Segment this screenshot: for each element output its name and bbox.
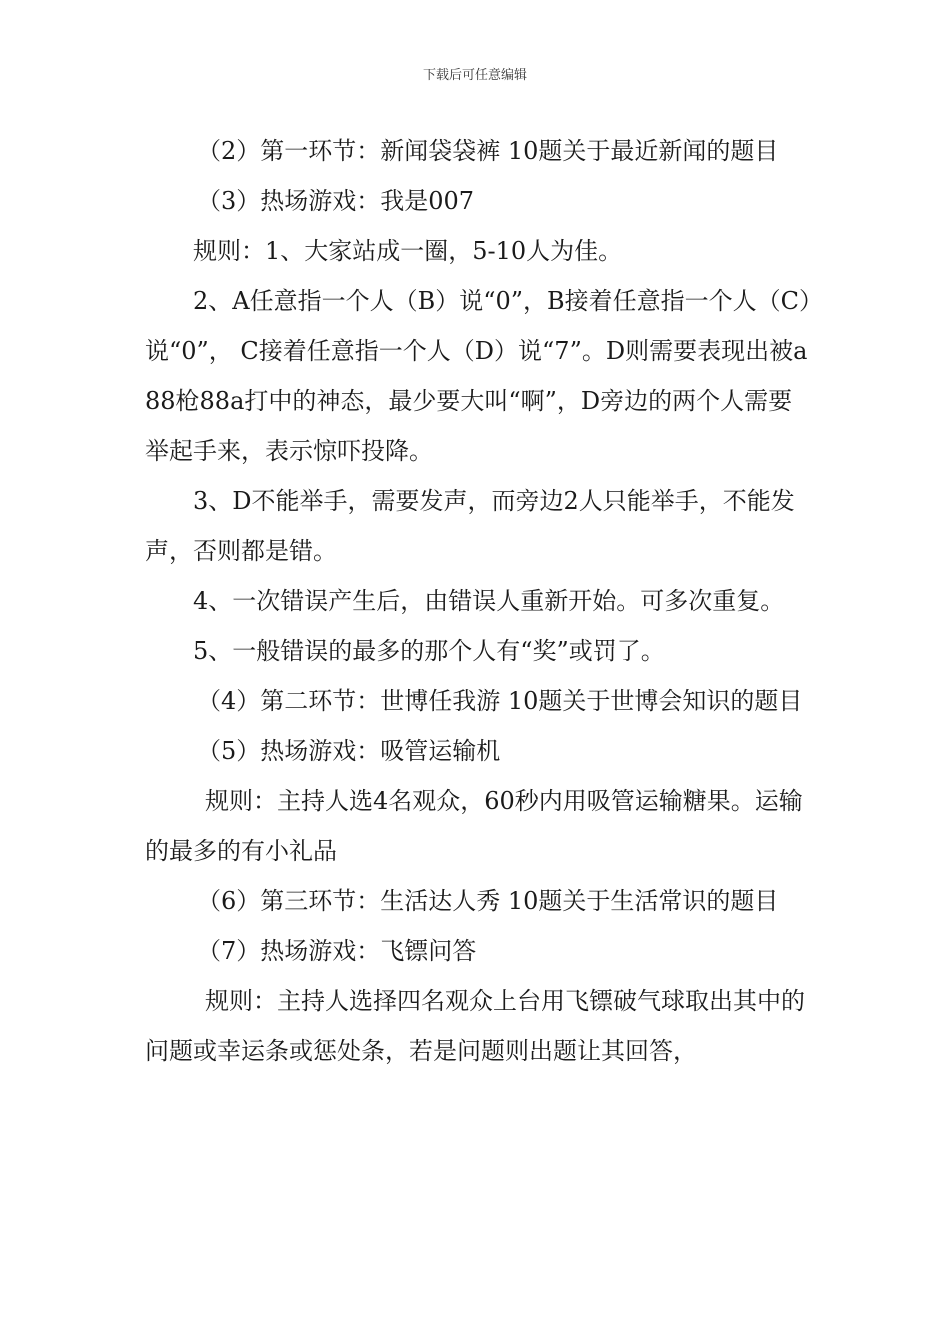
paragraph-section-6: （6）第三环节：生活达人秀 10题关于生活常识的题目 bbox=[197, 887, 779, 915]
paragraph-rule-1: 规则：1、大家站成一圈，5-10人为佳。 bbox=[193, 237, 623, 265]
paragraph-rule-5: 5、一般错误的最多的那个人有“奖”或罚了。 bbox=[193, 637, 665, 665]
paragraph-section-2: （2）第一环节：新闻袋袋裤 10题关于最近新闻的题目 bbox=[197, 137, 779, 165]
paragraph-rule-straw: 规则：主持人选4名观众，60秒内用吸管运输糖果。运输的最多的有小礼品 bbox=[145, 787, 803, 865]
page-header: 下载后可任意编辑 bbox=[422, 68, 527, 83]
paragraph-game-darts: （7）热场游戏：飞镖问答 bbox=[197, 937, 477, 965]
document-body bbox=[145, 126, 815, 1076]
paragraph-section-4: （4）第二环节：世博任我游 10题关于世博会知识的题目 bbox=[197, 687, 803, 715]
paragraph-rule-darts: 规则：主持人选择四名观众上台用飞镖破气球取出其中的问题或幸运条或惩处条，若是问题则出题让其回答， bbox=[145, 987, 805, 1065]
paragraph-game-007: （3）热场游戏：我是007 bbox=[197, 187, 475, 215]
paragraph-rule-2: 2、A任意指一个人（B）说“0”，B接着任意指一个人（C）说“0”， C接着任意指一个人（D）说“7”。D则需要表现出被a88枪88a打中的神态，最少要大叫“啊”，D旁边的两个人需要举起手来，表示惊吓投降。 bbox=[145, 287, 812, 465]
paragraph-rule-4: 4、一次错误产生后，由错误人重新开始。可多次重复。 bbox=[193, 587, 785, 615]
paragraph-game-straw: （5）热场游戏：吸管运输机 bbox=[197, 737, 501, 765]
paragraph-rule-3: 3、D不能举手，需要发声，而旁边2人只能举手，不能发声，否则都是错。 bbox=[145, 487, 795, 565]
